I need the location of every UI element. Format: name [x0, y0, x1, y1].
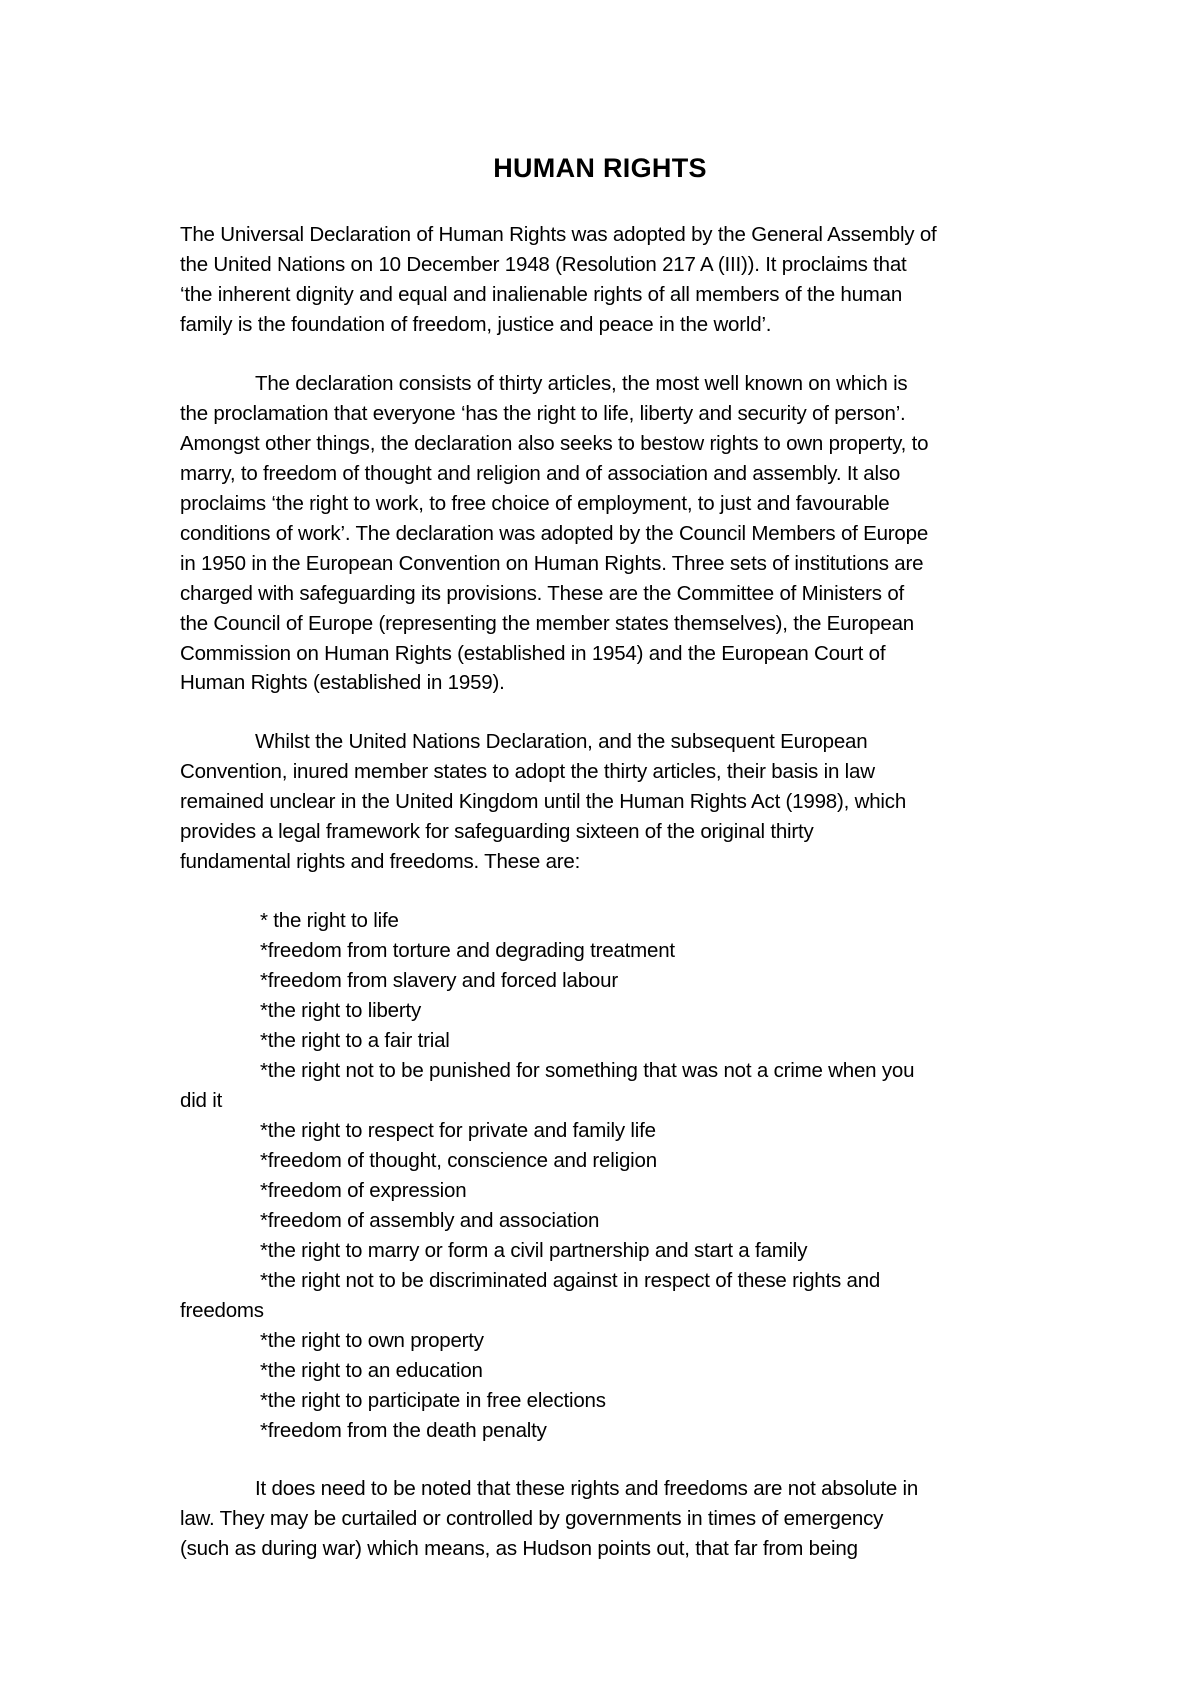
list-item: *the right to own property	[260, 1329, 484, 1352]
list-item: *the right to respect for private and family life	[260, 1119, 656, 1142]
paragraph-2-line: marry, to freedom of thought and religion and of association and assembly. It also	[180, 462, 901, 485]
paragraph-2-line: proclaims ‘the right to work, to free choice of employment, to just and favourable	[180, 492, 890, 515]
paragraph-2-line: Commission on Human Rights (established in 1954) and the European Court of	[180, 642, 886, 665]
paragraph-2-line: Amongst other things, the declaration also seeks to bestow rights to own property, to	[180, 432, 929, 455]
list-item: *freedom of assembly and association	[260, 1209, 600, 1232]
paragraph-2-line: conditions of work’. The declaration was adopted by the Council Members of Europe	[180, 522, 929, 545]
paragraph-2-line: charged with safeguarding its provisions. These are the Committee of Ministers of	[180, 582, 905, 605]
list-item: *the right not to be punished for something that was not a crime when you	[260, 1059, 915, 1082]
paragraph-2-line: in 1950 in the European Convention on Human Rights. Three sets of institutions are	[180, 552, 924, 575]
paragraph-3-line: Whilst the United Nations Declaration, and the subsequent European	[255, 730, 868, 753]
list-item: *the right to marry or form a civil partnership and start a family	[260, 1239, 808, 1262]
list-item: * the right to life	[260, 909, 399, 932]
list-item: *freedom from the death penalty	[260, 1419, 547, 1442]
paragraph-4-line: It does need to be noted that these rights and freedoms are not absolute in	[255, 1477, 919, 1500]
paragraph-3-line: Convention, inured member states to adopt the thirty articles, their basis in law	[180, 760, 875, 783]
paragraph-1-line: family is the foundation of freedom, justice and peace in the world’.	[180, 313, 772, 336]
paragraph-1-line: ‘the inherent dignity and equal and inalienable rights of all members of the human	[180, 283, 903, 306]
paragraph-3-line: remained unclear in the United Kingdom until the Human Rights Act (1998), which	[180, 790, 907, 813]
paragraph-2-line: the Council of Europe (representing the member states themselves), the European	[180, 612, 914, 635]
paragraph-3-line: fundamental rights and freedoms. These are:	[180, 850, 581, 873]
list-item: *the right to participate in free elections	[260, 1389, 606, 1412]
list-item: *the right to an education	[260, 1359, 483, 1382]
list-item-continuation: freedoms	[180, 1299, 264, 1322]
list-item: *freedom from torture and degrading treatment	[260, 939, 675, 962]
list-item: *freedom from slavery and forced labour	[260, 969, 618, 992]
paragraph-2-line: Human Rights (established in 1959).	[180, 671, 505, 694]
paragraph-3-line: provides a legal framework for safeguarding sixteen of the original thirty	[180, 820, 814, 843]
document-title: HUMAN RIGHTS	[493, 153, 707, 183]
list-item: *freedom of thought, conscience and religion	[260, 1149, 657, 1172]
list-item-continuation: did it	[180, 1089, 223, 1112]
paragraph-2-line: the proclamation that everyone ‘has the right to life, liberty and security of person’.	[180, 402, 906, 425]
paragraph-1-line: the United Nations on 10 December 1948 (Resolution 217 A (III)). It proclaims that	[180, 253, 907, 276]
paragraph-4-line: (such as during war) which means, as Hudson points out, that far from being	[180, 1537, 858, 1560]
paragraph-1-line: The Universal Declaration of Human Rights was adopted by the General Assembly of	[180, 223, 937, 246]
list-item: *the right to a fair trial	[260, 1029, 450, 1052]
list-item: *the right not to be discriminated against in respect of these rights and	[260, 1269, 881, 1292]
paragraph-4-line: law. They may be curtailed or controlled by governments in times of emergency	[180, 1507, 884, 1530]
paragraph-2-line: The declaration consists of thirty articles, the most well known on which is	[255, 372, 908, 395]
list-item: *the right to liberty	[260, 999, 422, 1022]
list-item: *freedom of expression	[260, 1179, 467, 1202]
